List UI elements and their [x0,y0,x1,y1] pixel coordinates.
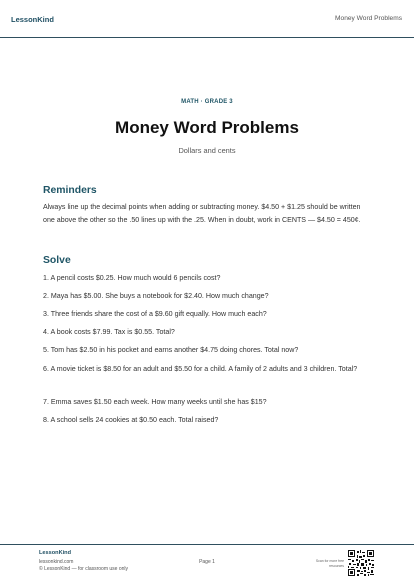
page-subtitle: Dollars and cents [178,146,236,155]
solve-heading: Solve [43,255,71,266]
reminders-text: Always line up the decimal points when adding or subtracting money. $4.50 + $1.25 should be written one above the other so the .50 lines up with the .25. When in doubt, work in CENTS — $4.50 = 450¢. [43,203,361,224]
qr-code-icon[interactable] [348,550,374,576]
problem-item: 8. A school sells 24 cookies at $0.50 each. Total raised? [43,416,219,424]
problem-item: 1. A pencil costs $0.25. How much would 6 pencils cost? [43,274,221,282]
header-brand[interactable]: LessonKind [11,15,54,24]
header-doc-title: Money Word Problems [335,15,402,22]
qr-caption: Scan for more free resources [315,559,344,568]
problem-item: 7. Emma saves $1.50 each week. How many weeks until she has $15? [43,398,267,406]
subject-grade-label: MATH · GRADE 3 [181,99,233,105]
page-header [0,0,414,38]
header-divider [0,37,414,38]
problem-item: 6. A movie ticket is $8.50 for an adult and $5.50 for a child. A family of 2 adults and 3 children. Total? [43,365,358,373]
page-title: Money Word Problems [115,118,299,137]
footer-copyright: © LessonKind — for classroom use only [39,566,129,572]
problem-item: 5. Tom has $2.50 in his pocket and earns another $4.75 doing chores. Total now? [43,346,299,354]
footer-site-link[interactable]: lessonkind.com [39,559,74,565]
footer-divider [0,544,414,545]
solve-section [43,255,373,435]
reminders-heading: Reminders [43,185,97,196]
footer-brand[interactable]: LessonKind [39,550,72,556]
problem-item: 2. Maya has $5.00. She buys a notebook for $2.40. How much change? [43,292,269,300]
reminders-section [43,185,373,227]
problem-item: 4. A book costs $7.99. Tax is $0.55. Total? [43,328,175,336]
page-number: Page 1 [199,559,215,565]
problem-item: 3. Three friends share the cost of a $9.60 gift equally. How much each? [43,310,267,318]
